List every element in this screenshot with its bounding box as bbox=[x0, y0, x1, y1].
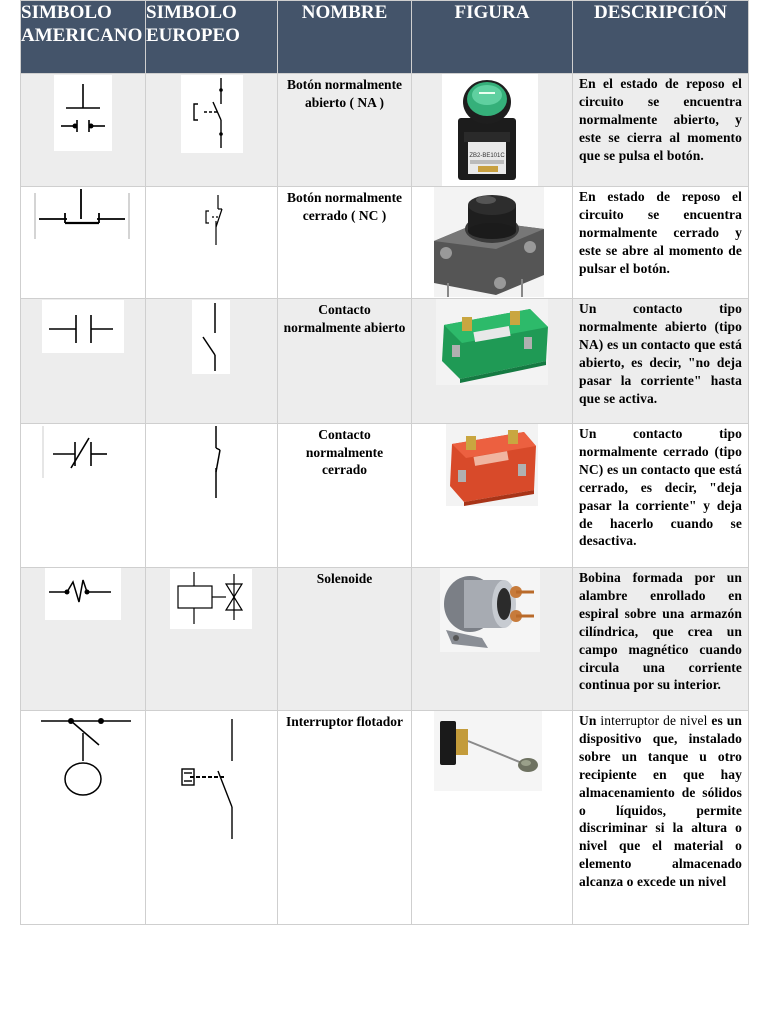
solenoid-american-symbol bbox=[21, 568, 145, 710]
european-symbol-cell bbox=[146, 568, 278, 711]
symbols-table bbox=[20, 0, 749, 925]
contact-no-european-symbol bbox=[146, 299, 277, 423]
pushbutton-no-european-symbol bbox=[146, 74, 277, 186]
european-symbol-cell bbox=[146, 424, 278, 568]
description-rest: es un dispositivo que, instalado sobre un tanque u otro recipiente en que hay almacenamiento de sólidos o líquidos, permite discriminar si la altura o nivel que el material o elemento almacenado alcanza o excede un nivel bbox=[579, 713, 743, 890]
description-cell bbox=[573, 424, 749, 568]
button-label-text: ZB2-BE101C bbox=[469, 153, 505, 159]
table-row bbox=[21, 711, 749, 925]
european-symbol-cell bbox=[146, 711, 278, 925]
contact-no-american-symbol bbox=[21, 299, 145, 423]
table-header-row bbox=[21, 1, 749, 74]
name-cell bbox=[278, 711, 412, 925]
description-normal: interruptor de nivel bbox=[596, 713, 712, 728]
symbol-description: En el estado de reposo el circuito se encuentra normalmente abierto, y este se cierra al momento que se pulsa el botón. bbox=[579, 76, 742, 163]
name-cell bbox=[278, 568, 412, 711]
european-symbol-cell bbox=[146, 187, 278, 299]
header-description: DESCRIPCIÓN bbox=[573, 1, 749, 74]
pushbutton-nc-european-symbol bbox=[146, 187, 277, 298]
pushbutton-nc-american-symbol bbox=[21, 187, 145, 298]
european-symbol-cell bbox=[146, 74, 278, 187]
name-cell bbox=[278, 74, 412, 187]
header-name: NOMBRE bbox=[278, 1, 412, 74]
table-row bbox=[21, 568, 749, 711]
red-contact-block-photo bbox=[412, 424, 572, 567]
tactile-switch-photo bbox=[412, 187, 572, 298]
float-switch-photo bbox=[412, 711, 572, 924]
green-contact-block-photo bbox=[412, 299, 572, 423]
symbol-description: Bobina formada por un alambre enrollado en espiral sobre una armazón cilíndrica, que crea un campo magnético cuando circula una corriente continua por su interior. bbox=[579, 570, 742, 693]
american-symbol-cell bbox=[21, 424, 146, 568]
figure-cell bbox=[412, 568, 573, 711]
description-cell bbox=[573, 299, 749, 424]
solenoid-photo bbox=[412, 568, 572, 710]
symbol-description: En estado de reposo el circuito se encuentra normalmente cerrado y este se abre al momento de pulsar el botón. bbox=[579, 189, 742, 276]
symbol-name: Botón normalmente abierto ( NA ) bbox=[286, 77, 403, 110]
european-symbol-cell bbox=[146, 299, 278, 424]
figure-cell bbox=[412, 711, 573, 925]
table-row bbox=[21, 299, 749, 424]
symbol-name: Contacto normalmente abierto bbox=[283, 302, 406, 335]
symbol-description: Un contacto tipo normalmente abierto (tipo NA) es un contacto que está abierto, es decir, "no deja pasar la corriente" hasta que se activa. bbox=[579, 301, 742, 406]
float-switch-european-symbol bbox=[146, 711, 277, 924]
float-switch-american-symbol bbox=[21, 711, 145, 924]
symbol-name: Botón normalmente cerrado ( NC ) bbox=[286, 190, 403, 223]
header-figure: FIGURA bbox=[412, 1, 573, 74]
american-symbol-cell bbox=[21, 711, 146, 925]
contact-nc-american-symbol bbox=[21, 424, 145, 567]
symbol-description bbox=[573, 711, 748, 891]
figure-cell bbox=[412, 299, 573, 424]
pushbutton-no-american-symbol bbox=[21, 74, 145, 186]
symbol-name: Contacto normalmente cerrado bbox=[305, 427, 384, 477]
table-row bbox=[21, 424, 749, 568]
symbol-description: Un contacto tipo normalmente cerrado (tipo NC) es un contacto que está cerrado, es decir, "deja pasar la corriente" y deja de hacerlo cuando se desactiva. bbox=[579, 426, 742, 549]
symbol-name: Interruptor flotador bbox=[285, 714, 404, 729]
table-row bbox=[21, 187, 749, 299]
contact-nc-european-symbol bbox=[146, 424, 277, 567]
symbol-name: Solenoide bbox=[316, 571, 373, 586]
green-pushbutton-photo bbox=[412, 74, 572, 186]
american-symbol-cell bbox=[21, 299, 146, 424]
description-cell bbox=[573, 74, 749, 187]
description-cell bbox=[573, 711, 749, 925]
figure-cell bbox=[412, 187, 573, 299]
figure-cell bbox=[412, 424, 573, 568]
american-symbol-cell bbox=[21, 74, 146, 187]
table-row bbox=[21, 74, 749, 187]
name-cell bbox=[278, 187, 412, 299]
description-lead: Un bbox=[579, 713, 597, 728]
description-cell bbox=[573, 187, 749, 299]
figure-cell bbox=[412, 74, 573, 187]
name-cell bbox=[278, 299, 412, 424]
name-cell bbox=[278, 424, 412, 568]
header-american-symbol: SIMBOLO AMERICANO bbox=[21, 1, 146, 74]
description-cell bbox=[573, 568, 749, 711]
header-european-symbol: SIMBOLO EUROPEO bbox=[146, 1, 278, 74]
american-symbol-cell bbox=[21, 187, 146, 299]
solenoid-european-symbol bbox=[146, 568, 277, 710]
american-symbol-cell bbox=[21, 568, 146, 711]
